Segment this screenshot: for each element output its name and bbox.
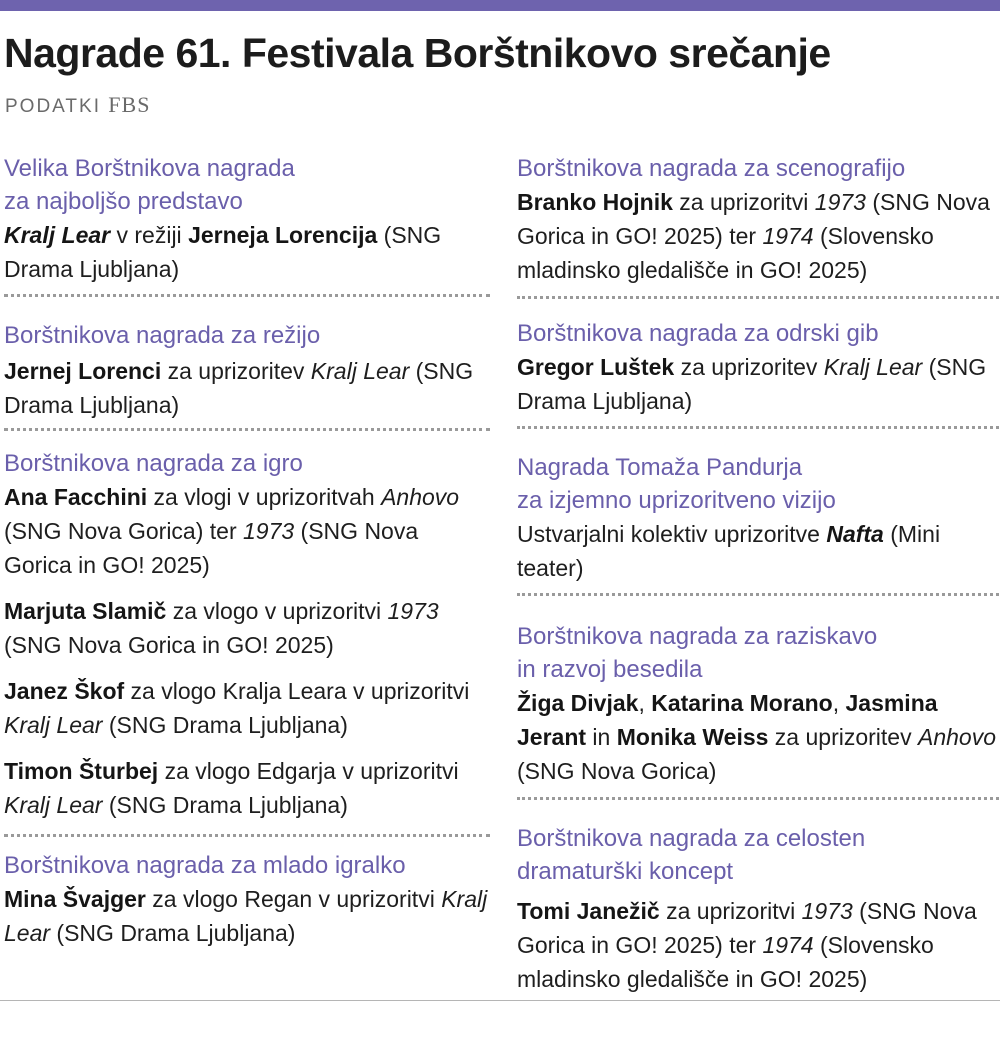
winner-name: Ana Facchini <box>4 484 148 510</box>
award-section <box>517 429 999 596</box>
winner-text: za vlogo Regan v uprizoritvi <box>145 886 442 912</box>
production-title: 1973 <box>814 189 866 215</box>
award-section <box>4 837 490 950</box>
winner-text: (SNG Nova Gorica in GO! 2025) ter <box>517 898 977 958</box>
winner-text: (SNG Nova Gorica in GO! 2025) <box>4 518 419 578</box>
production-title: Kralj Lear <box>310 358 410 384</box>
award-winner <box>517 517 999 585</box>
winner-text: (SNG Drama Ljubljana) <box>50 920 296 946</box>
production-title: 1974 <box>762 932 814 958</box>
winner-text: , <box>832 690 846 716</box>
winner-text: (SNG Nova Gorica) <box>517 758 717 784</box>
award-title: Borštnikova nagrada za celosten dramaturški koncept <box>517 825 866 885</box>
award-section <box>517 800 999 996</box>
awards-column-left <box>4 152 490 950</box>
award-title: Borštnikova nagrada za režijo <box>4 322 321 349</box>
winner-name: Jernej Lorenci <box>4 358 162 384</box>
winner-text: (Mini teater) <box>517 521 941 581</box>
winner-name: Jerneja Lorencija <box>188 222 378 248</box>
award-title: Nagrada Tomaža Pandurja za izjemno uprizoritveno vizijo <box>517 454 836 514</box>
production-title: 1973 <box>387 598 439 624</box>
award-winner <box>4 354 490 422</box>
winner-name: Gregor Luštek <box>517 354 675 380</box>
production-title: Kralj Lear <box>823 354 923 380</box>
winner-text: za vlogo Kralja Leara v uprizoritvi <box>124 678 470 704</box>
production-title: Anhovo <box>381 484 460 510</box>
winner-text: (SNG Drama Ljubljana) <box>102 792 348 818</box>
winner-text: za vlogo Edgarja v uprizoritvi <box>158 758 459 784</box>
award-title: Borštnikova nagrada za raziskavo in razvoj besedila <box>517 623 878 683</box>
production-title: Kralj Lear <box>4 886 488 946</box>
winner-name: Tomi Janežič <box>517 898 660 924</box>
production-title: Nafta <box>826 521 884 547</box>
award-section <box>517 596 999 800</box>
award-winner <box>517 185 999 287</box>
winner-text: (SNG Nova Gorica in GO! 2025) ter <box>517 189 990 249</box>
winner-name: Janez Škof <box>4 678 125 704</box>
winner-text: za vlogi v uprizoritvah <box>147 484 382 510</box>
source-label: PODATKI <box>5 96 101 117</box>
winner-text: (SNG Drama Ljubljana) <box>4 222 442 282</box>
award-section <box>4 431 490 837</box>
winner-name: Mina Švajger <box>4 886 146 912</box>
award-section <box>4 152 490 297</box>
production-title: Kralj Lear <box>4 712 103 738</box>
award-winner <box>4 882 490 950</box>
award-winner <box>4 594 490 662</box>
source-name: FBS <box>108 92 151 117</box>
award-winner <box>517 350 999 418</box>
production-title: Anhovo <box>917 724 996 750</box>
award-winner <box>4 754 490 822</box>
bottom-rule <box>0 1000 1000 1001</box>
winner-text: (SNG Drama Ljubljana) <box>4 358 474 418</box>
page-title: Nagrade 61. Festivala Borštnikovo srečanje <box>4 30 831 76</box>
winner-text: (Slovensko mladinsko gledališče in GO! 2025) <box>517 932 934 992</box>
winner-name: Monika Weiss <box>616 724 769 750</box>
award-title: Borštnikova nagrada za mlado igralko <box>4 852 406 879</box>
production-title: Kralj Lear <box>4 792 103 818</box>
award-winner <box>517 894 999 996</box>
winner-text: za uprizoritev <box>768 724 918 750</box>
winner-text: za vlogo v uprizoritvi <box>166 598 388 624</box>
source-line <box>5 92 150 118</box>
top-accent-bar <box>0 0 1000 11</box>
award-section <box>517 152 999 299</box>
production-title: Kralj Lear <box>4 222 111 248</box>
award-section <box>517 299 999 429</box>
award-winner <box>4 218 490 286</box>
winner-text: (Slovensko mladinsko gledališče in GO! 2025) <box>517 223 934 283</box>
winner-name: Katarina Morano <box>651 690 833 716</box>
winner-text: (SNG Drama Ljubljana) <box>102 712 348 738</box>
winner-text: v režiji <box>110 222 189 248</box>
award-title: Borštnikova nagrada za odrski gib <box>517 320 879 347</box>
production-title: 1974 <box>762 223 814 249</box>
awards-column-right <box>517 152 999 996</box>
winner-text: za uprizoritvi <box>672 189 815 215</box>
winner-text: , <box>638 690 652 716</box>
winner-text: za uprizoritev <box>674 354 824 380</box>
winner-text: Ustvarjalni kolektiv uprizoritve <box>517 521 827 547</box>
award-title: Borštnikova nagrada za igro <box>4 450 303 477</box>
winner-text: in <box>586 724 617 750</box>
award-title: Borštnikova nagrada za scenografijo <box>517 155 906 182</box>
winner-name: Timon Šturbej <box>4 758 159 784</box>
winner-text: za uprizoritev <box>161 358 311 384</box>
winner-text: (SNG Nova Gorica in GO! 2025) <box>4 632 334 658</box>
award-title: Velika Borštnikova nagrada za najboljšo predstavo <box>4 155 295 215</box>
production-title: 1973 <box>243 518 295 544</box>
production-title: 1973 <box>801 898 853 924</box>
winner-name: Žiga Divjak <box>517 690 639 716</box>
award-winner <box>517 686 999 788</box>
winner-name: Marjuta Slamič <box>4 598 167 624</box>
winner-name: Jasmina Jerant <box>517 690 938 750</box>
award-winner <box>4 480 490 582</box>
winner-text: (SNG Nova Gorica) ter <box>4 518 243 544</box>
award-section <box>4 297 490 431</box>
winner-text: (SNG Drama Ljubljana) <box>517 354 987 414</box>
winner-name: Branko Hojnik <box>517 189 673 215</box>
winner-text: za uprizoritvi <box>659 898 802 924</box>
award-winner <box>4 674 490 742</box>
